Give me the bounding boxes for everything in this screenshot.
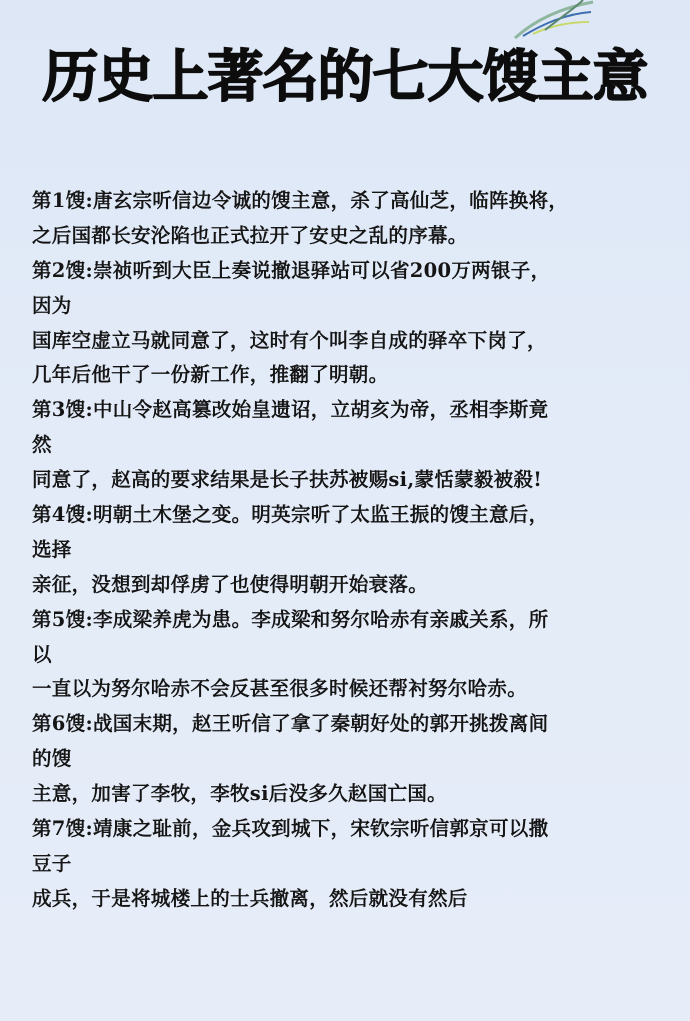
leaf-decoration-icon bbox=[505, 0, 595, 40]
text-line: 第4馊:明朝土木堡之变。明英宗听了太监王振的馊主意后， bbox=[32, 503, 549, 527]
text-line: 国库空虚立马就同意了，这时有个叫李自成的驿卒下岗了， bbox=[32, 328, 547, 352]
text-line: 选择 bbox=[32, 537, 72, 561]
text-line: 第1馊:唐玄宗听信边令诚的馊主意，杀了高仙芝，临阵换将， bbox=[32, 189, 569, 212]
text-line: 因为 bbox=[32, 293, 72, 317]
text-line: 然 bbox=[32, 433, 52, 457]
text-line: 第5馊:李成梁养虎为患。李成梁和努尔哈赤有亲戚关系，所 bbox=[32, 607, 549, 631]
page-title: 历史上著名的七大馊主意 bbox=[42, 45, 648, 110]
text-line: 亲征，没想到却俘虏了也使得明朝开始衰落。 bbox=[32, 572, 429, 596]
text-line: 第2馊:崇祯听到大臣上奏说撤退驿站可以省200万两银子， bbox=[32, 258, 551, 282]
text-line: 第7馊:靖康之耻前，金兵攻到城下，宋钦宗听信郭京可以撒 bbox=[32, 817, 549, 841]
article-body bbox=[32, 184, 662, 917]
text-line: 第6馊:战国末期，赵王听信了拿了秦朝好处的郭开挑拨离间 bbox=[32, 712, 549, 736]
text-line: 的馊 bbox=[32, 747, 72, 771]
text-line: 第3馊:中山令赵高篡改始皇遗诏，立胡亥为帝，丞相李斯竟 bbox=[32, 398, 549, 422]
text-line: 几年后他干了一份新工作，推翻了明朝。 bbox=[32, 363, 389, 387]
text-line: 以 bbox=[32, 642, 52, 666]
text-line: 豆子 bbox=[32, 851, 72, 875]
text-line: 一直以为努尔哈赤不会反甚至很多时候还帮衬努尔哈赤。 bbox=[32, 677, 528, 701]
text-line: 同意了，赵高的要求结果是长子扶苏被赐si,蒙恬蒙毅被殺! bbox=[32, 468, 543, 492]
text-line: 主意，加害了李牧，李牧si后没多久赵国亡国。 bbox=[32, 782, 447, 806]
text-line: 之后国都长安沦陷也正式拉开了安史之乱的序幕。 bbox=[32, 223, 468, 247]
text-line: 成兵，于是将城楼上的士兵撤离，然后就没有然后 bbox=[32, 886, 468, 910]
